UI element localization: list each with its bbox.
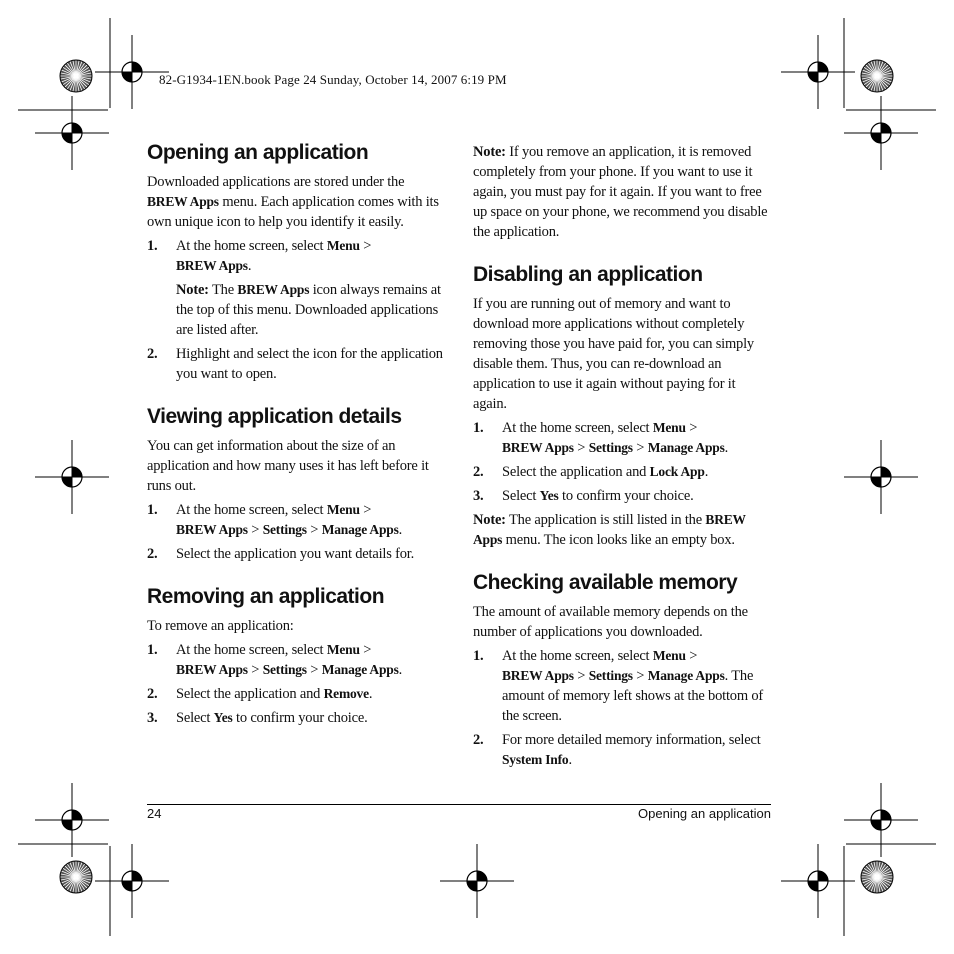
section-checking-memory — [473, 570, 771, 770]
disabling-step-2: 2. Select the application and Lock App. — [473, 464, 709, 480]
section-disabling-application — [473, 262, 771, 550]
book-file-header: 82-G1934-1EN.book Page 24 Sunday, October 14, 2007 6:19 PM — [159, 72, 507, 87]
ui-term-menu: Menu — [326, 238, 360, 253]
ui-term-brew-apps: BREW Apps — [147, 194, 219, 209]
removing-step-3: 3. Select Yes to confirm your choice. — [147, 710, 368, 726]
footer-rule — [147, 804, 771, 805]
viewing-step-2: 2. Select the application you want details for. — [147, 546, 415, 562]
viewing-steps — [147, 500, 444, 564]
section-removing-application — [147, 584, 444, 728]
checking-steps — [473, 646, 771, 770]
opening-steps — [147, 236, 444, 384]
checking-step-1: 1. At the home screen, select Menu > BREW Apps > Settings > Manage Apps. The amount of memory left shows at the bottom of the screen. — [473, 648, 764, 724]
disabling-steps — [473, 418, 771, 506]
removing-step-2: 2. Select the application and Remove. — [147, 686, 373, 702]
opening-note: Note: The BREW Apps icon always remains at the top of this menu. Downloaded applications are listed after. — [176, 282, 441, 338]
removing-step-1: 1. At the home screen, select Menu > BREW Apps > Settings > Manage Apps. — [147, 642, 403, 678]
section-opening-application — [147, 140, 444, 384]
page-number: 24 — [147, 806, 162, 821]
section-viewing-details — [147, 404, 444, 564]
disabling-note: Note: The application is still listed in the BREW Apps menu. The icon looks like an empty box. — [473, 512, 746, 548]
disabling-step-1: 1. At the home screen, select Menu > BREW Apps > Settings > Manage Apps. — [473, 420, 729, 456]
disabling-intro: If you are running out of memory and want to download more applications without completely removing those you have paid for, you can simply disable them. Thus, you can re-download an application to use it again without paying for it again. — [473, 296, 754, 412]
removing-steps — [147, 640, 444, 728]
heading-removing-application: Removing an application — [147, 585, 385, 608]
checking-step-2: 2. For more detailed memory information, select System Info. — [473, 732, 761, 768]
removing-intro: To remove an application: — [147, 618, 294, 634]
heading-viewing-details: Viewing application details — [147, 405, 402, 428]
disabling-step-3: 3. Select Yes to confirm your choice. — [473, 488, 694, 504]
ui-term-brew-apps: BREW Apps — [176, 258, 248, 273]
opening-intro: Downloaded applications are stored under the BREW Apps menu. Each application comes with its own unique icon to help you identify it easily. — [147, 174, 439, 230]
checking-intro: The amount of available memory depends on the number of applications you downloaded. — [473, 604, 748, 640]
footer-section-title: Opening an application — [638, 806, 771, 821]
left-column — [147, 140, 444, 732]
opening-step-2: 2. Highlight and select the icon for the application you want to open. — [147, 346, 443, 382]
heading-checking-memory: Checking available memory — [473, 571, 738, 594]
opening-step-1: 1. At the home screen, select Menu > BREW Apps. Note: The BREW Apps icon always remains at the top of this menu. Downloaded applications are listed after. — [147, 236, 444, 340]
viewing-step-1: 1. At the home screen, select Menu > BREW Apps > Settings > Manage Apps. — [147, 502, 403, 538]
ui-term-brew-apps: BREW Apps — [237, 282, 310, 297]
heading-disabling-application: Disabling an application — [473, 263, 703, 286]
right-column — [473, 140, 771, 774]
heading-opening-application: Opening an application — [147, 141, 369, 164]
remove-note: Note: If you remove an application, it is removed completely from your phone. If you want to use it again, you must pay for it again. If you want to free up space on your phone, we recommend you disable the application. — [473, 144, 768, 240]
viewing-intro: You can get information about the size of an application and how many uses it has left before it runs out. — [147, 438, 429, 494]
